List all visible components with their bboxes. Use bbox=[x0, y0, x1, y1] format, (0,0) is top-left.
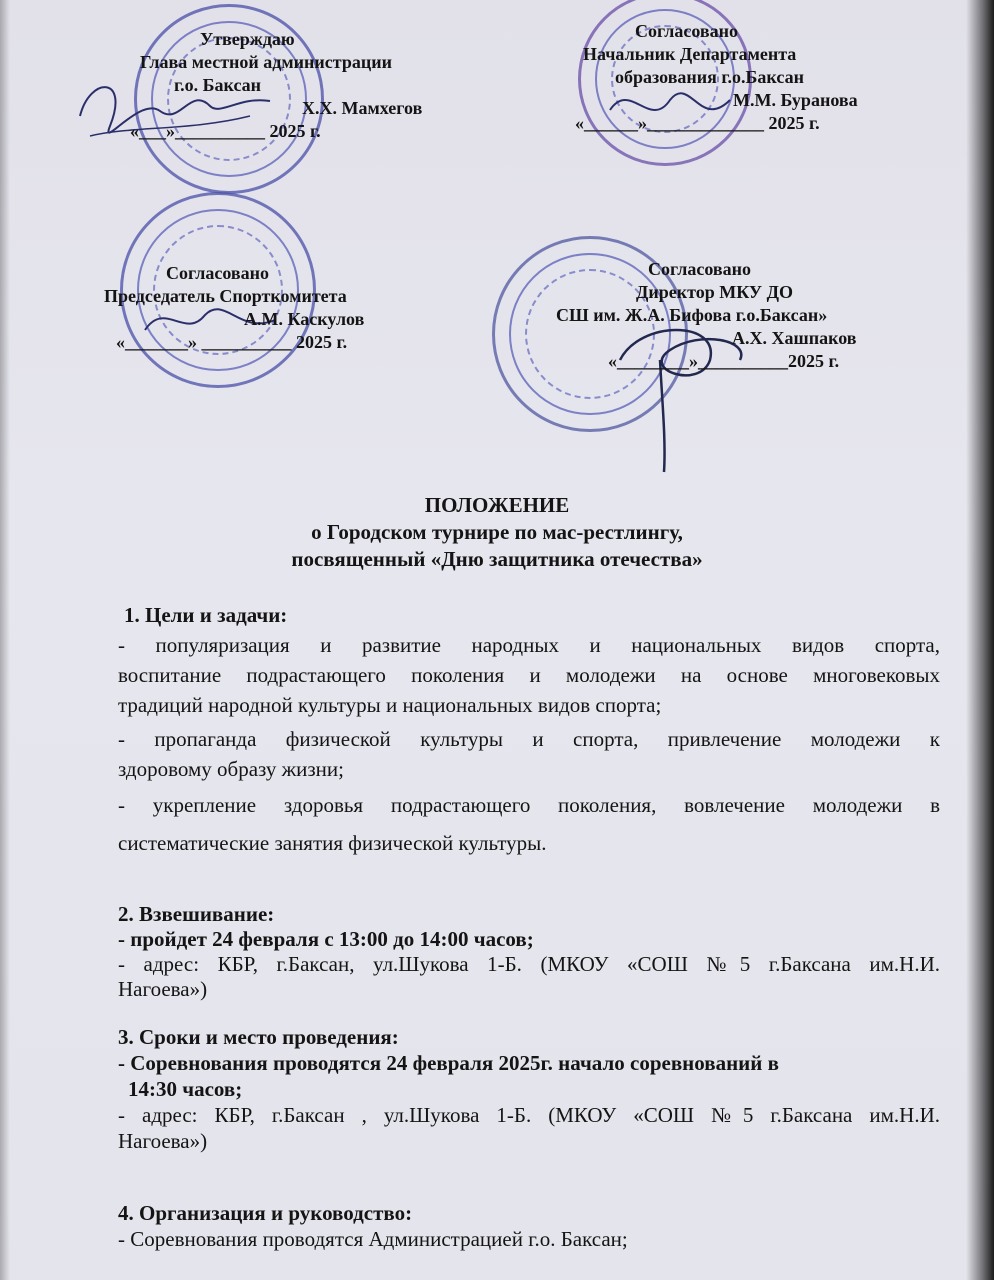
page-left-edge bbox=[0, 0, 10, 1280]
approver-name: А.М. Каскулов bbox=[244, 309, 365, 329]
list-item: - пройдет 24 февраля с 13:00 до 14:00 часов; bbox=[118, 927, 534, 951]
approval-date: «_______» __________ 2025 г. bbox=[116, 332, 348, 352]
approver-position: Директор МКУ ДО bbox=[636, 282, 794, 302]
section-heading: 2. Взвешивание: bbox=[118, 902, 275, 926]
list-item-continuation: здоровому образу жизни; bbox=[118, 757, 344, 781]
list-item-continuation: систематические занятия физической культуры. bbox=[118, 831, 547, 855]
list-item-continuation: традиций народной культуры и национальных видов спорта; bbox=[118, 693, 662, 717]
section-dates-and-venue bbox=[118, 1024, 940, 1154]
list-item: - популяризация и развитие народных и национальных видов спорта, bbox=[118, 633, 940, 657]
list-item-continuation: 14:30 часов; bbox=[128, 1077, 243, 1101]
approver-name: Х.Х. Мамхегов bbox=[302, 98, 423, 118]
list-item: - пропаганда физической культуры и спорта, привлечение молодежи к bbox=[118, 727, 940, 751]
approval-label: Согласовано bbox=[166, 263, 269, 283]
approver-name: А.Х. Хашпаков bbox=[732, 328, 857, 348]
list-item: - укрепление здоровья подрастающего поколения, вовлечение молодежи в bbox=[118, 793, 940, 817]
approval-label: Утверждаю bbox=[200, 29, 295, 49]
approver-position: Председатель Спорткомитета bbox=[104, 286, 347, 306]
section-weigh-in bbox=[118, 902, 940, 1002]
list-item-continuation: Нагоева») bbox=[118, 1129, 208, 1153]
document-title bbox=[0, 492, 994, 573]
approval-block-education-department bbox=[575, 20, 885, 135]
approval-label: Согласовано bbox=[635, 21, 738, 41]
approval-block-sports-committee bbox=[104, 262, 404, 354]
approver-position: Начальник Департамента bbox=[583, 44, 797, 64]
document-title-dedication: посвященный «Дню защитника отечества» bbox=[291, 547, 703, 571]
list-item-continuation: воспитание подрастающего поколения и молодежи на основе многовековых bbox=[118, 663, 940, 687]
approval-block-sports-school-director bbox=[556, 258, 886, 373]
approval-block-head-of-administration bbox=[130, 28, 440, 143]
approver-position: Глава местной администрации bbox=[140, 52, 392, 72]
approval-date: «___»__________ 2025 г. bbox=[130, 121, 321, 141]
document-title-main: ПОЛОЖЕНИЕ bbox=[424, 493, 570, 517]
approver-name: М.М. Буранова bbox=[733, 90, 858, 110]
section-organization-and-management bbox=[118, 1200, 940, 1252]
approver-organization: образования г.о.Баксан bbox=[615, 67, 804, 87]
list-item: - адрес: КБР, г.Баксан, ул.Шукова 1-Б. (МКОУ «СОШ №5 г.Баксана им.Н.И. bbox=[118, 952, 940, 976]
list-item: - адрес: КБР, г.Баксан , ул.Шукова 1-Б. (МКОУ «СОШ №5 г.Баксана им.Н.И. bbox=[118, 1103, 940, 1127]
document-title-subtitle: о Городском турнире по мас-рестлингу, bbox=[311, 520, 683, 544]
approval-date: «______»_____________ 2025 г. bbox=[575, 113, 820, 133]
approval-label: Согласовано bbox=[648, 259, 751, 279]
list-item: - Соревнования проводятся Администрацией г.о. Баксан; bbox=[118, 1227, 628, 1251]
approver-organization: г.о. Баксан bbox=[174, 75, 262, 95]
section-heading: 3. Сроки и место проведения: bbox=[118, 1025, 399, 1049]
list-item: - Соревнования проводятся 24 февраля 2025г. начало соревнований в bbox=[118, 1051, 779, 1075]
approval-date: «________»__________2025 г. bbox=[608, 351, 840, 371]
list-item-continuation: Нагоева») bbox=[118, 977, 208, 1001]
approver-organization: СШ им. Ж.А. Бифова г.о.Баксан» bbox=[556, 305, 828, 325]
section-heading: 4. Организация и руководство: bbox=[118, 1201, 413, 1225]
section-goals-and-objectives bbox=[118, 600, 940, 858]
section-heading: 1. Цели и задачи: bbox=[124, 603, 288, 627]
page-right-shadow bbox=[966, 0, 994, 1280]
